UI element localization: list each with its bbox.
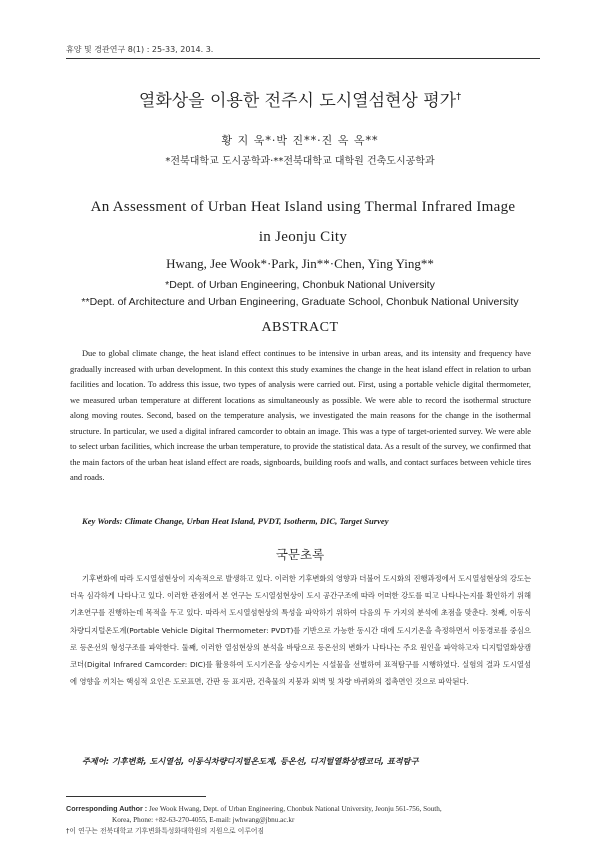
journal-header: 휴양 및 경관연구 8(1) : 25-33, 2014. 3. bbox=[66, 45, 214, 54]
english-title-line-2: in Jeonju City bbox=[258, 229, 348, 245]
funding-note: †이 연구는 전북대학교 기후변화특성화대학원의 지원으로 이루어짐 bbox=[66, 827, 265, 835]
korean-abstract-heading: 국문초록 bbox=[275, 547, 325, 562]
footnote-line-1 bbox=[66, 803, 542, 815]
english-keywords: Key Words: Climate Change, Urban Heat Island, PVDT, Isotherm, DIC, Target Survey bbox=[82, 516, 389, 526]
korean-title-text: 열화상을 이용한 전주시 도시열섬현상 평가 bbox=[138, 91, 457, 111]
english-title bbox=[60, 192, 546, 252]
header-rule bbox=[66, 58, 540, 59]
korean-keywords: 주제어: 기후변화, 도시열섬, 이동식차량디지털온도계, 등온선, 디지털열화상캠코더, 표적탐구 bbox=[82, 756, 419, 766]
english-authors: Hwang, Jee Wook*·Park, Jin**·Chen, Ying Ying** bbox=[166, 256, 434, 271]
english-affiliation-2: **Dept. of Architecture and Urban Engineering, Graduate School, Chonbuk National University bbox=[81, 296, 519, 308]
korean-authors: 황 지 욱*·박 진**·진 옥 옥** bbox=[221, 134, 379, 147]
corresponding-author-label: Corresponding Author : bbox=[66, 804, 148, 813]
english-title-line-1: An Assessment of Urban Heat Island using Thermal Infrared Image bbox=[90, 199, 516, 215]
footnote-line-2: Korea, Phone: +82-63-270-4055, E-mail: jwhwang@jbnu.ac.kr bbox=[112, 816, 295, 824]
corresponding-author-details: Jee Wook Hwang, Dept. of Urban Engineering, Chonbuk National University, Jeonju 561-756, South, bbox=[147, 805, 442, 813]
korean-affiliation: *전북대학교 도시공학과·**전북대학교 대학원 건축도시공학과 bbox=[165, 156, 435, 167]
korean-abstract-body: 기후변화에 따라 도시열섬현상이 지속적으로 발생하고 있다. 이러한 기후변화의 영향과 더불어 도시화의 진행과정에서 도시열섬현상의 강도는 더욱 심각하게 나타나고 있다. 이러한 관점에서 본 연구는 도시열섬현상이 도시 공간구조에 따라 어떠한 강도를 띠고 나타나는지를 확인하기 위해 기초연구를 진행하는데 목적을 두고 있다. 따라서 도시열섬현상의 특성을 파악하기 위하여 다음의 두 가지의 분석에 초점을 맞춘다. 첫째, 이동식차량디지털온도계(Portable Vehicle Digital Thermometer: PVDT)를 기반으로 가능한 동시간 대에 도시기온을 측정하면서 이동경로를 중심으로 등온선의 형성구조를 파악한다. 둘째, 이러한 열섬현상의 분석을 바탕으로 등온선의 변화가 나타나는 주요 원인을 파악하고자 디지털열화상캠코더(Digital Infrared Camcorder: DIC)를 활용하여 도시기온을 상승시키는 시설물을 선별하여 표적탐구를 시행하였다. 실험의 결과 도시열섬에 영향을 끼치는 핵심적 요인은 도로표면, 간판 등 표지판, 건축물의 지붕과 외벽 및 차량 바퀴와의 접촉면인 것으로 파악된다. bbox=[70, 574, 531, 687]
abstract-body: Due to global climate change, the heat island effect continues to be intensive in urban areas, and its intensity and frequency have gradually increased with urban development. In this context this study examines the change in the heat island effect in relation to urban facilities and location. To address this issue, two types of analysis were carried out. First, using a portable vehicle digital thermometer, we measured urban temperature at different locations as simultaneously as possible. We were able to record the isothermal structure along moving routes. Second, based on the temperature analysis, we investigated the main reasons for the change in the isothermal structure. In particular, we used a digital infrared camcorder to obtain an image. This was a type of target-oriented survey. We were able to select urban facilities, which increase the urban temperature, to provide the statistical data. As a result of the survey, we confirmed that the main factors of the urban heat island effect are roads, signboards, building roofs and walls, and contact surfaces between vehicle tires and roads. bbox=[70, 349, 531, 483]
footnote bbox=[66, 803, 542, 837]
english-affiliation-1: *Dept. of Urban Engineering, Chonbuk National University bbox=[165, 279, 435, 291]
abstract-heading: ABSTRACT bbox=[261, 320, 339, 335]
footnote-rule bbox=[66, 796, 206, 797]
korean-title bbox=[0, 86, 600, 111]
title-footnote-mark: † bbox=[456, 91, 462, 103]
